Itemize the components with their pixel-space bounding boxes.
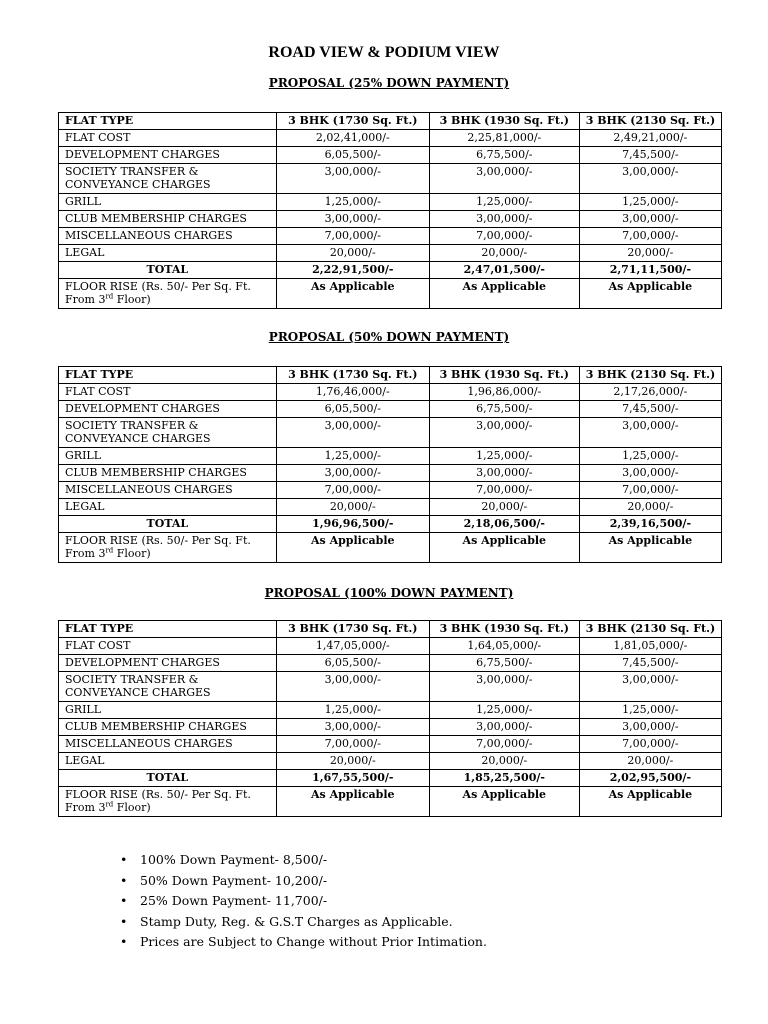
proposal-heading: PROPOSAL (25% DOWN PAYMENT) bbox=[268, 76, 510, 90]
value-cell: 3,00,000/- bbox=[276, 672, 429, 702]
row-label: GRILL bbox=[59, 702, 277, 719]
row-label-line: CONVEYANCE CHARGES bbox=[65, 432, 211, 445]
row-label: FLAT COST bbox=[59, 384, 277, 401]
note-item bbox=[120, 871, 487, 892]
row-label-line: FLOOR RISE (Rs. 50/- Per Sq. Ft. bbox=[65, 788, 251, 801]
value-cell: 7,00,000/- bbox=[579, 228, 721, 245]
proposal-heading: PROPOSAL (50% DOWN PAYMENT) bbox=[268, 330, 510, 344]
row-label-part: From 3 bbox=[65, 801, 106, 814]
value-cell: 1,25,000/- bbox=[429, 448, 579, 465]
column-header: 3 BHK (2130 Sq. Ft.) bbox=[579, 621, 721, 638]
value-cell: 1,47,05,000/- bbox=[276, 638, 429, 655]
value-cell: 7,00,000/- bbox=[579, 736, 721, 753]
value-cell: 3,00,000/- bbox=[579, 211, 721, 228]
value-cell: 1,25,000/- bbox=[579, 448, 721, 465]
value-cell: 1,25,000/- bbox=[276, 194, 429, 211]
table-row bbox=[59, 228, 722, 245]
row-label: DEVELOPMENT CHARGES bbox=[59, 147, 277, 164]
ordinal-suffix: rd bbox=[105, 546, 114, 555]
value-cell: 2,17,26,000/- bbox=[579, 384, 721, 401]
value-cell: 1,25,000/- bbox=[276, 448, 429, 465]
table-row bbox=[59, 516, 722, 533]
table-row bbox=[59, 194, 722, 211]
value-cell: 3,00,000/- bbox=[579, 719, 721, 736]
value-cell: 3,00,000/- bbox=[429, 418, 579, 448]
value-cell: 20,000/- bbox=[276, 499, 429, 516]
value-cell: 20,000/- bbox=[429, 245, 579, 262]
value-cell: 2,39,16,500/- bbox=[579, 516, 721, 533]
table-row bbox=[59, 787, 722, 817]
note-item bbox=[120, 891, 487, 912]
value-cell: 20,000/- bbox=[429, 753, 579, 770]
column-header: FLAT TYPE bbox=[59, 621, 277, 638]
value-cell: 7,00,000/- bbox=[429, 482, 579, 499]
column-header: 3 BHK (2130 Sq. Ft.) bbox=[579, 367, 721, 384]
row-label-part: Floor) bbox=[113, 547, 151, 560]
table-row bbox=[59, 655, 722, 672]
row-label: FLAT COST bbox=[59, 638, 277, 655]
value-cell: 6,75,500/- bbox=[429, 401, 579, 418]
table-row bbox=[59, 753, 722, 770]
value-cell: 7,45,500/- bbox=[579, 401, 721, 418]
value-cell: 3,00,000/- bbox=[276, 211, 429, 228]
column-header: 3 BHK (1930 Sq. Ft.) bbox=[429, 621, 579, 638]
table-row bbox=[59, 147, 722, 164]
proposal-heading: PROPOSAL (100% DOWN PAYMENT) bbox=[264, 586, 514, 600]
table-row bbox=[59, 482, 722, 499]
value-cell: 1,81,05,000/- bbox=[579, 638, 721, 655]
notes-list bbox=[120, 850, 487, 953]
row-label: MISCELLANEOUS CHARGES bbox=[59, 736, 277, 753]
row-label: FLAT COST bbox=[59, 130, 277, 147]
value-cell: As Applicable bbox=[579, 533, 721, 563]
note-item bbox=[120, 912, 487, 933]
value-cell: As Applicable bbox=[429, 279, 579, 309]
value-cell: 7,00,000/- bbox=[429, 736, 579, 753]
row-label: TOTAL bbox=[59, 770, 277, 787]
value-cell: 6,75,500/- bbox=[429, 147, 579, 164]
table-row bbox=[59, 638, 722, 655]
row-label bbox=[59, 672, 277, 702]
value-cell: 1,25,000/- bbox=[579, 194, 721, 211]
value-cell: 2,02,95,500/- bbox=[579, 770, 721, 787]
value-cell: 2,71,11,500/- bbox=[579, 262, 721, 279]
column-header: 3 BHK (1930 Sq. Ft.) bbox=[429, 367, 579, 384]
row-label-line: SOCIETY TRANSFER & bbox=[65, 673, 199, 686]
value-cell: 6,75,500/- bbox=[429, 655, 579, 672]
row-label-line: SOCIETY TRANSFER & bbox=[65, 419, 199, 432]
value-cell: 1,25,000/- bbox=[579, 702, 721, 719]
value-cell: As Applicable bbox=[429, 533, 579, 563]
table-row bbox=[59, 384, 722, 401]
row-label: DEVELOPMENT CHARGES bbox=[59, 655, 277, 672]
value-cell: 3,00,000/- bbox=[579, 465, 721, 482]
table-header-row bbox=[59, 113, 722, 130]
value-cell: 2,22,91,500/- bbox=[276, 262, 429, 279]
row-label bbox=[59, 533, 277, 563]
value-cell: 3,00,000/- bbox=[429, 164, 579, 194]
table-row bbox=[59, 499, 722, 516]
bullet-icon: • bbox=[120, 934, 128, 950]
table-row bbox=[59, 719, 722, 736]
row-label bbox=[59, 164, 277, 194]
value-cell: 7,00,000/- bbox=[579, 482, 721, 499]
value-cell: 20,000/- bbox=[276, 753, 429, 770]
table-row bbox=[59, 418, 722, 448]
value-cell: 3,00,000/- bbox=[579, 672, 721, 702]
value-cell: 6,05,500/- bbox=[276, 401, 429, 418]
column-header: 3 BHK (2130 Sq. Ft.) bbox=[579, 113, 721, 130]
value-cell: 1,76,46,000/- bbox=[276, 384, 429, 401]
value-cell: 3,00,000/- bbox=[429, 672, 579, 702]
row-label bbox=[59, 279, 277, 309]
value-cell: 2,25,81,000/- bbox=[429, 130, 579, 147]
value-cell: 7,00,000/- bbox=[276, 228, 429, 245]
row-label: GRILL bbox=[59, 194, 277, 211]
value-cell: 1,25,000/- bbox=[429, 702, 579, 719]
value-cell: 7,00,000/- bbox=[276, 482, 429, 499]
value-cell: 3,00,000/- bbox=[276, 465, 429, 482]
value-cell: 20,000/- bbox=[579, 245, 721, 262]
table-row bbox=[59, 245, 722, 262]
value-cell: 6,05,500/- bbox=[276, 147, 429, 164]
row-label: MISCELLANEOUS CHARGES bbox=[59, 228, 277, 245]
value-cell: 3,00,000/- bbox=[579, 164, 721, 194]
value-cell: 7,00,000/- bbox=[276, 736, 429, 753]
value-cell: 1,85,25,500/- bbox=[429, 770, 579, 787]
bullet-icon: • bbox=[120, 893, 128, 909]
value-cell: 1,96,86,000/- bbox=[429, 384, 579, 401]
table-row bbox=[59, 130, 722, 147]
value-cell: 1,96,96,500/- bbox=[276, 516, 429, 533]
table-row bbox=[59, 533, 722, 563]
row-label: MISCELLANEOUS CHARGES bbox=[59, 482, 277, 499]
value-cell: 7,45,500/- bbox=[579, 147, 721, 164]
value-cell: 20,000/- bbox=[429, 499, 579, 516]
note-text: Prices are Subject to Change without Prior Intimation. bbox=[140, 934, 487, 950]
value-cell: 3,00,000/- bbox=[276, 418, 429, 448]
ordinal-suffix: rd bbox=[105, 800, 114, 809]
value-cell: As Applicable bbox=[276, 533, 429, 563]
column-header: 3 BHK (1930 Sq. Ft.) bbox=[429, 113, 579, 130]
row-label: TOTAL bbox=[59, 516, 277, 533]
value-cell: As Applicable bbox=[276, 787, 429, 817]
table-row bbox=[59, 770, 722, 787]
value-cell: 2,02,41,000/- bbox=[276, 130, 429, 147]
value-cell: As Applicable bbox=[579, 279, 721, 309]
row-label-line: SOCIETY TRANSFER & bbox=[65, 165, 199, 178]
row-label: LEGAL bbox=[59, 753, 277, 770]
note-item bbox=[120, 850, 487, 871]
row-label-line: CONVEYANCE CHARGES bbox=[65, 178, 211, 191]
value-cell: As Applicable bbox=[429, 787, 579, 817]
column-header: 3 BHK (1730 Sq. Ft.) bbox=[276, 367, 429, 384]
value-cell: 2,47,01,500/- bbox=[429, 262, 579, 279]
value-cell: 20,000/- bbox=[579, 499, 721, 516]
column-header: 3 BHK (1730 Sq. Ft.) bbox=[276, 621, 429, 638]
bullet-icon: • bbox=[120, 913, 128, 929]
note-text: 25% Down Payment- 11,700/- bbox=[140, 893, 328, 909]
table-row bbox=[59, 672, 722, 702]
ordinal-suffix: rd bbox=[105, 292, 114, 301]
value-cell: 7,45,500/- bbox=[579, 655, 721, 672]
value-cell: As Applicable bbox=[579, 787, 721, 817]
bullet-icon: • bbox=[120, 872, 128, 888]
value-cell: 1,67,55,500/- bbox=[276, 770, 429, 787]
row-label: CLUB MEMBERSHIP CHARGES bbox=[59, 211, 277, 228]
value-cell: 3,00,000/- bbox=[276, 719, 429, 736]
value-cell: 3,00,000/- bbox=[429, 719, 579, 736]
table-row bbox=[59, 401, 722, 418]
proposal-table bbox=[58, 620, 722, 817]
value-cell: 3,00,000/- bbox=[579, 418, 721, 448]
column-header: FLAT TYPE bbox=[59, 113, 277, 130]
row-label-part: From 3 bbox=[65, 293, 106, 306]
value-cell: As Applicable bbox=[276, 279, 429, 309]
table-row bbox=[59, 465, 722, 482]
value-cell: 20,000/- bbox=[276, 245, 429, 262]
value-cell: 3,00,000/- bbox=[429, 211, 579, 228]
value-cell: 7,00,000/- bbox=[429, 228, 579, 245]
row-label-line: CONVEYANCE CHARGES bbox=[65, 686, 211, 699]
value-cell: 1,25,000/- bbox=[429, 194, 579, 211]
row-label-line: FLOOR RISE (Rs. 50/- Per Sq. Ft. bbox=[65, 280, 251, 293]
page-title: ROAD VIEW & PODIUM VIEW bbox=[268, 44, 500, 61]
table-row bbox=[59, 702, 722, 719]
bullet-icon: • bbox=[120, 852, 128, 867]
row-label bbox=[59, 787, 277, 817]
row-label: CLUB MEMBERSHIP CHARGES bbox=[59, 719, 277, 736]
row-label bbox=[59, 418, 277, 448]
table-row bbox=[59, 211, 722, 228]
value-cell: 20,000/- bbox=[579, 753, 721, 770]
proposal-table bbox=[58, 112, 722, 309]
value-cell: 2,49,21,000/- bbox=[579, 130, 721, 147]
row-label: TOTAL bbox=[59, 262, 277, 279]
table-header-row bbox=[59, 367, 722, 384]
row-label: GRILL bbox=[59, 448, 277, 465]
value-cell: 6,05,500/- bbox=[276, 655, 429, 672]
table-row bbox=[59, 164, 722, 194]
table-header-row bbox=[59, 621, 722, 638]
row-label: LEGAL bbox=[59, 499, 277, 516]
column-header: FLAT TYPE bbox=[59, 367, 277, 384]
value-cell: 1,25,000/- bbox=[276, 702, 429, 719]
note-text: 100% Down Payment- 8,500/- bbox=[140, 852, 328, 867]
row-label: DEVELOPMENT CHARGES bbox=[59, 401, 277, 418]
note-text: 50% Down Payment- 10,200/- bbox=[140, 872, 328, 888]
proposal-table bbox=[58, 366, 722, 563]
row-label-part: Floor) bbox=[113, 801, 151, 814]
row-label-part: Floor) bbox=[113, 293, 151, 306]
note-text: Stamp Duty, Reg. & G.S.T Charges as Applicable. bbox=[140, 913, 453, 929]
value-cell: 3,00,000/- bbox=[276, 164, 429, 194]
table-row bbox=[59, 736, 722, 753]
table-row bbox=[59, 262, 722, 279]
row-label: LEGAL bbox=[59, 245, 277, 262]
note-item bbox=[120, 932, 487, 953]
table-row bbox=[59, 279, 722, 309]
row-label-part: From 3 bbox=[65, 547, 106, 560]
value-cell: 2,18,06,500/- bbox=[429, 516, 579, 533]
column-header: 3 BHK (1730 Sq. Ft.) bbox=[276, 113, 429, 130]
value-cell: 1,64,05,000/- bbox=[429, 638, 579, 655]
value-cell: 3,00,000/- bbox=[429, 465, 579, 482]
row-label-line: FLOOR RISE (Rs. 50/- Per Sq. Ft. bbox=[65, 534, 251, 547]
row-label: CLUB MEMBERSHIP CHARGES bbox=[59, 465, 277, 482]
table-row bbox=[59, 448, 722, 465]
